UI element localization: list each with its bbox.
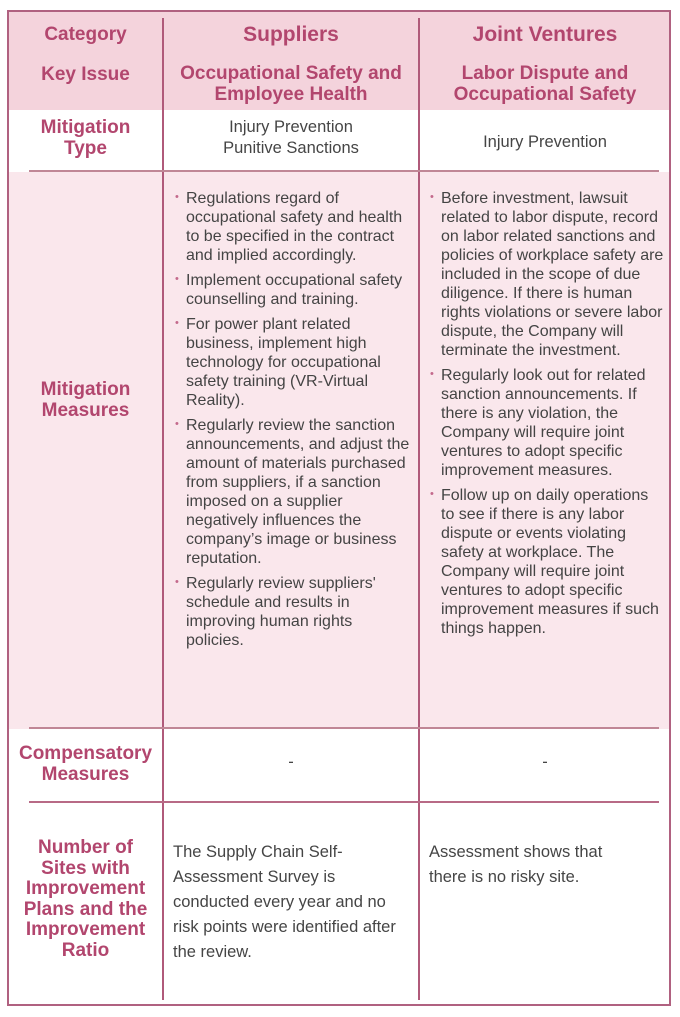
joint-ventures-key-issue: Labor Dispute and Occupational Safety <box>453 63 637 105</box>
row-divider <box>29 170 659 172</box>
mitigation-type-item: Punitive Sanctions <box>223 139 359 157</box>
row-divider <box>29 801 659 803</box>
list-item: • Implement occupational safety counselling and training. <box>175 271 411 309</box>
joint-ventures-header: Joint Ventures <box>472 23 618 46</box>
key-issue-label: Key Issue <box>41 64 130 85</box>
suppliers-improvement-sites: The Supply Chain Self-Assessment Survey is conducted every year and no risk points were identified after the review. <box>173 843 396 961</box>
risk-mitigation-table <box>7 10 671 1006</box>
suppliers-key-issue: Occupational Safety and Employee Health <box>180 63 402 105</box>
column-divider <box>418 18 420 1000</box>
list-item: • Regulations regard of occupational safety and health to be specified in the contract and implied accordingly. <box>175 189 411 265</box>
improvement-sites-label: Number of Sites with Improvement Plans and the Improvement Ratio <box>23 837 148 961</box>
list-item: • Regularly look out for related sanction announcements. If there is any violation, the Company will require joint ventures to adopt specific improvement measures. <box>430 366 666 480</box>
list-item: • Regularly review the sanction announcements, and adjust the amount of materials purchased from suppliers, if a sanction imposed on a supplier negatively influences the company’s image or business reputation. <box>175 416 411 568</box>
list-item: • Follow up on daily operations to see if there is any labor dispute or events violating safety at workplace. The Company will require joint ventures to adopt specific improvement measures if such things happen. <box>430 486 666 638</box>
suppliers-compensatory: - <box>288 753 294 771</box>
category-label: Category <box>44 24 127 45</box>
suppliers-measures-list <box>175 189 411 656</box>
list-item: • For power plant related business, implement high technology for occupational safety training (VR-Virtual Reality). <box>175 315 411 410</box>
list-item: • Regularly review suppliers' schedule and results in improving human rights policies. <box>175 574 411 650</box>
mitigation-measures-label: Mitigation Measures <box>40 379 131 421</box>
column-divider <box>162 18 164 1000</box>
mitigation-type-label: Mitigation Type <box>40 117 131 159</box>
row-divider <box>29 727 659 729</box>
joint-ventures-mitigation-type: Injury Prevention <box>483 133 607 151</box>
mitigation-type-item: Injury Prevention <box>229 118 353 136</box>
joint-ventures-improvement-sites: Assessment shows that there is no risky site. <box>429 843 603 886</box>
compensatory-measures-label: Compensatory Measures <box>18 743 153 785</box>
joint-ventures-compensatory: - <box>542 753 548 771</box>
list-item: • Before investment, lawsuit related to labor dispute, record on labor related sanctions and policies of workplace safety are included in the scope of due diligence. If there is human rights violations or severe labor dispute, the Company will terminate the investment. <box>430 189 666 360</box>
suppliers-header: Suppliers <box>243 23 339 46</box>
joint-ventures-measures-list <box>430 189 666 644</box>
suppliers-mitigation-type <box>164 117 418 159</box>
